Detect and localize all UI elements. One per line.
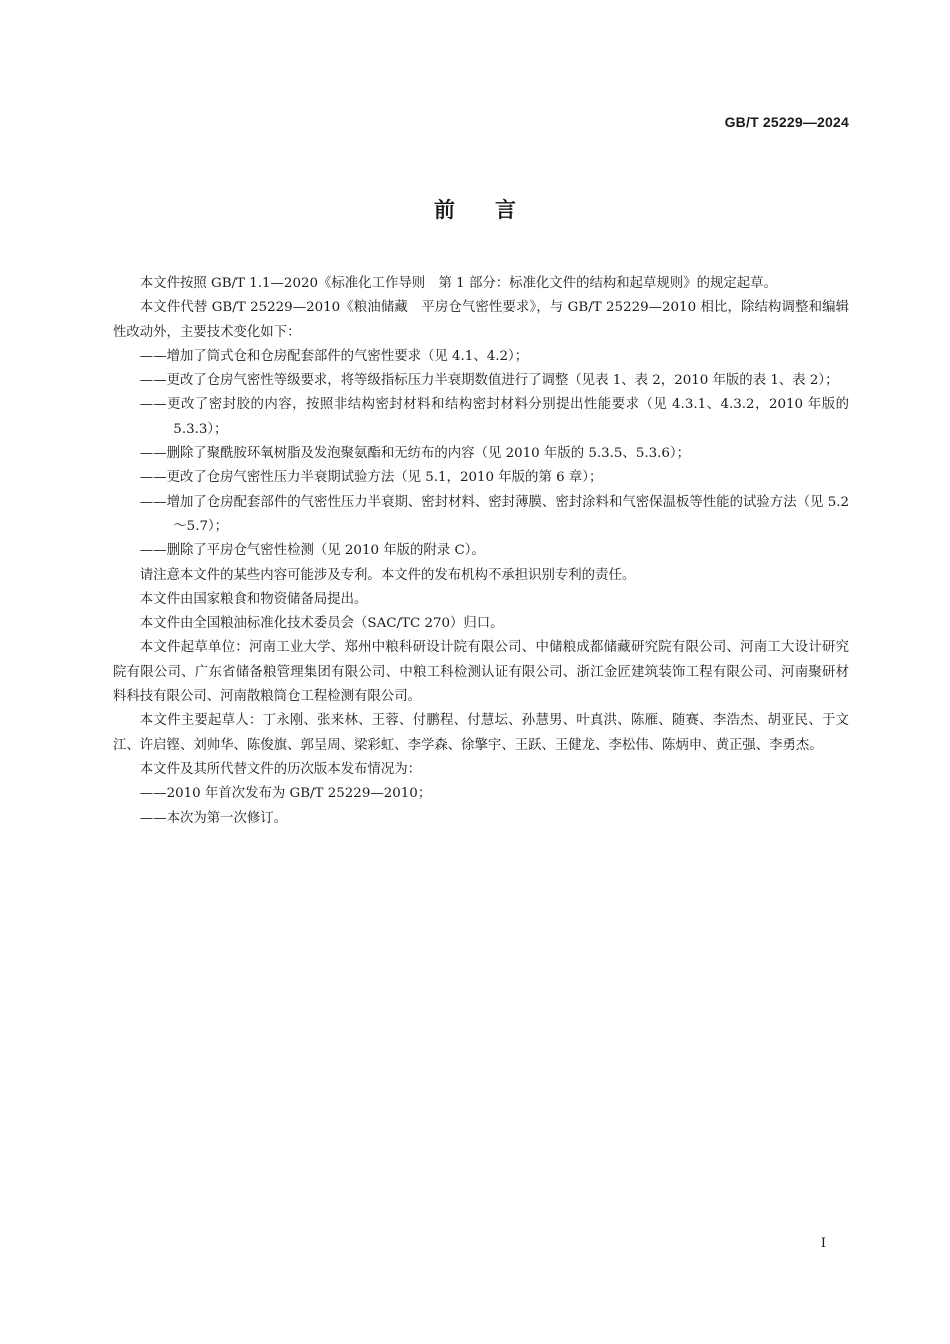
page-number: I <box>820 1236 826 1251</box>
change-item: ——更改了密封胶的内容，按照非结构密封材料和结构密封材料分别提出性能要求（见 4.3.1、4.3.2，2010 年版的 5.3.3）； <box>139 397 849 437</box>
change-item: ——增加了筒式仓和仓房配套部件的气密性要求（见 4.1、4.2）； <box>139 348 529 364</box>
foreword-body <box>113 272 849 831</box>
drafting-rules-paragraph: 本文件按照 GB/T 1.1—2020《标准化工作导则 第 1 部分：标准化文件的结构和起草规则》的规定起草。 <box>139 276 777 291</box>
history-item: ——2010 年首次发布为 GB/T 25229—2010； <box>139 786 432 802</box>
change-item: ——删除了聚酰胺环氧树脂及发泡聚氨酯和无纺布的内容（见 2010 年版的 5.3.5、5.3.6）； <box>139 446 690 462</box>
standard-number: GB/T 25229—2024 <box>724 114 849 130</box>
patent-notice-paragraph: 请注意本文件的某些内容可能涉及专利。本文件的发布机构不承担识别专利的责任。 <box>139 567 636 583</box>
proposer-paragraph: 本文件由国家粮食和物资储备局提出。 <box>139 591 368 607</box>
version-history-paragraph: 本文件及其所代替文件的历次版本发布情况为： <box>139 761 421 777</box>
history-item: ——本次为第一次修订。 <box>139 810 288 826</box>
change-item: ——更改了仓房气密性等级要求，将等级指标压力半衰期数值进行了调整（见表 1、表 2，2010 年版的表 1、表 2）； <box>139 373 839 389</box>
drafters-paragraph: 本文件主要起草人：丁永刚、张来林、王蓉、付鹏程、付慧坛、孙慧男、叶真洪、陈雁、随赛、李浩杰、胡亚民、于文江、许启铿、刘帅华、陈俊旗、郭呈周、梁彩虹、李学森、徐擎宇、王跃、王健龙、李松伟、陈炳申、黄正强、李勇杰。 <box>113 713 849 753</box>
replacement-paragraph: 本文件代替 GB/T 25229—2010《粮油储藏 平房仓气密性要求》，与 GB/T 25229—2010 相比，除结构调整和编辑性改动外，主要技术变化如下： <box>113 300 849 340</box>
drafting-units-paragraph: 本文件起草单位：河南工业大学、郑州中粮科研设计院有限公司、中储粮成都储藏研究院有限公司、河南工大设计研究院有限公司、广东省储备粮管理集团有限公司、中粮工科检测认证有限公司、浙江金匠建筑装饰工程有限公司、河南聚研材料科技有限公司、河南散粮筒仓工程检测有限公司。 <box>113 640 849 705</box>
committee-paragraph: 本文件由全国粮油标准化技术委员会（SAC/TC 270）归口。 <box>139 616 504 632</box>
change-item: ——更改了仓房气密性压力半衰期试验方法（见 5.1，2010 年版的第 6 章）； <box>139 470 603 486</box>
change-item: ——增加了仓房配套部件的气密性压力半衰期、密封材料、密封薄膜、密封涂料和气密保温板等性能的试验方法（见 5.2～5.7）； <box>139 494 849 534</box>
page-title: 前言 <box>434 198 556 222</box>
change-item: ——删除了平房仓气密性检测（见 2010 年版的附录 C）。 <box>139 543 485 559</box>
